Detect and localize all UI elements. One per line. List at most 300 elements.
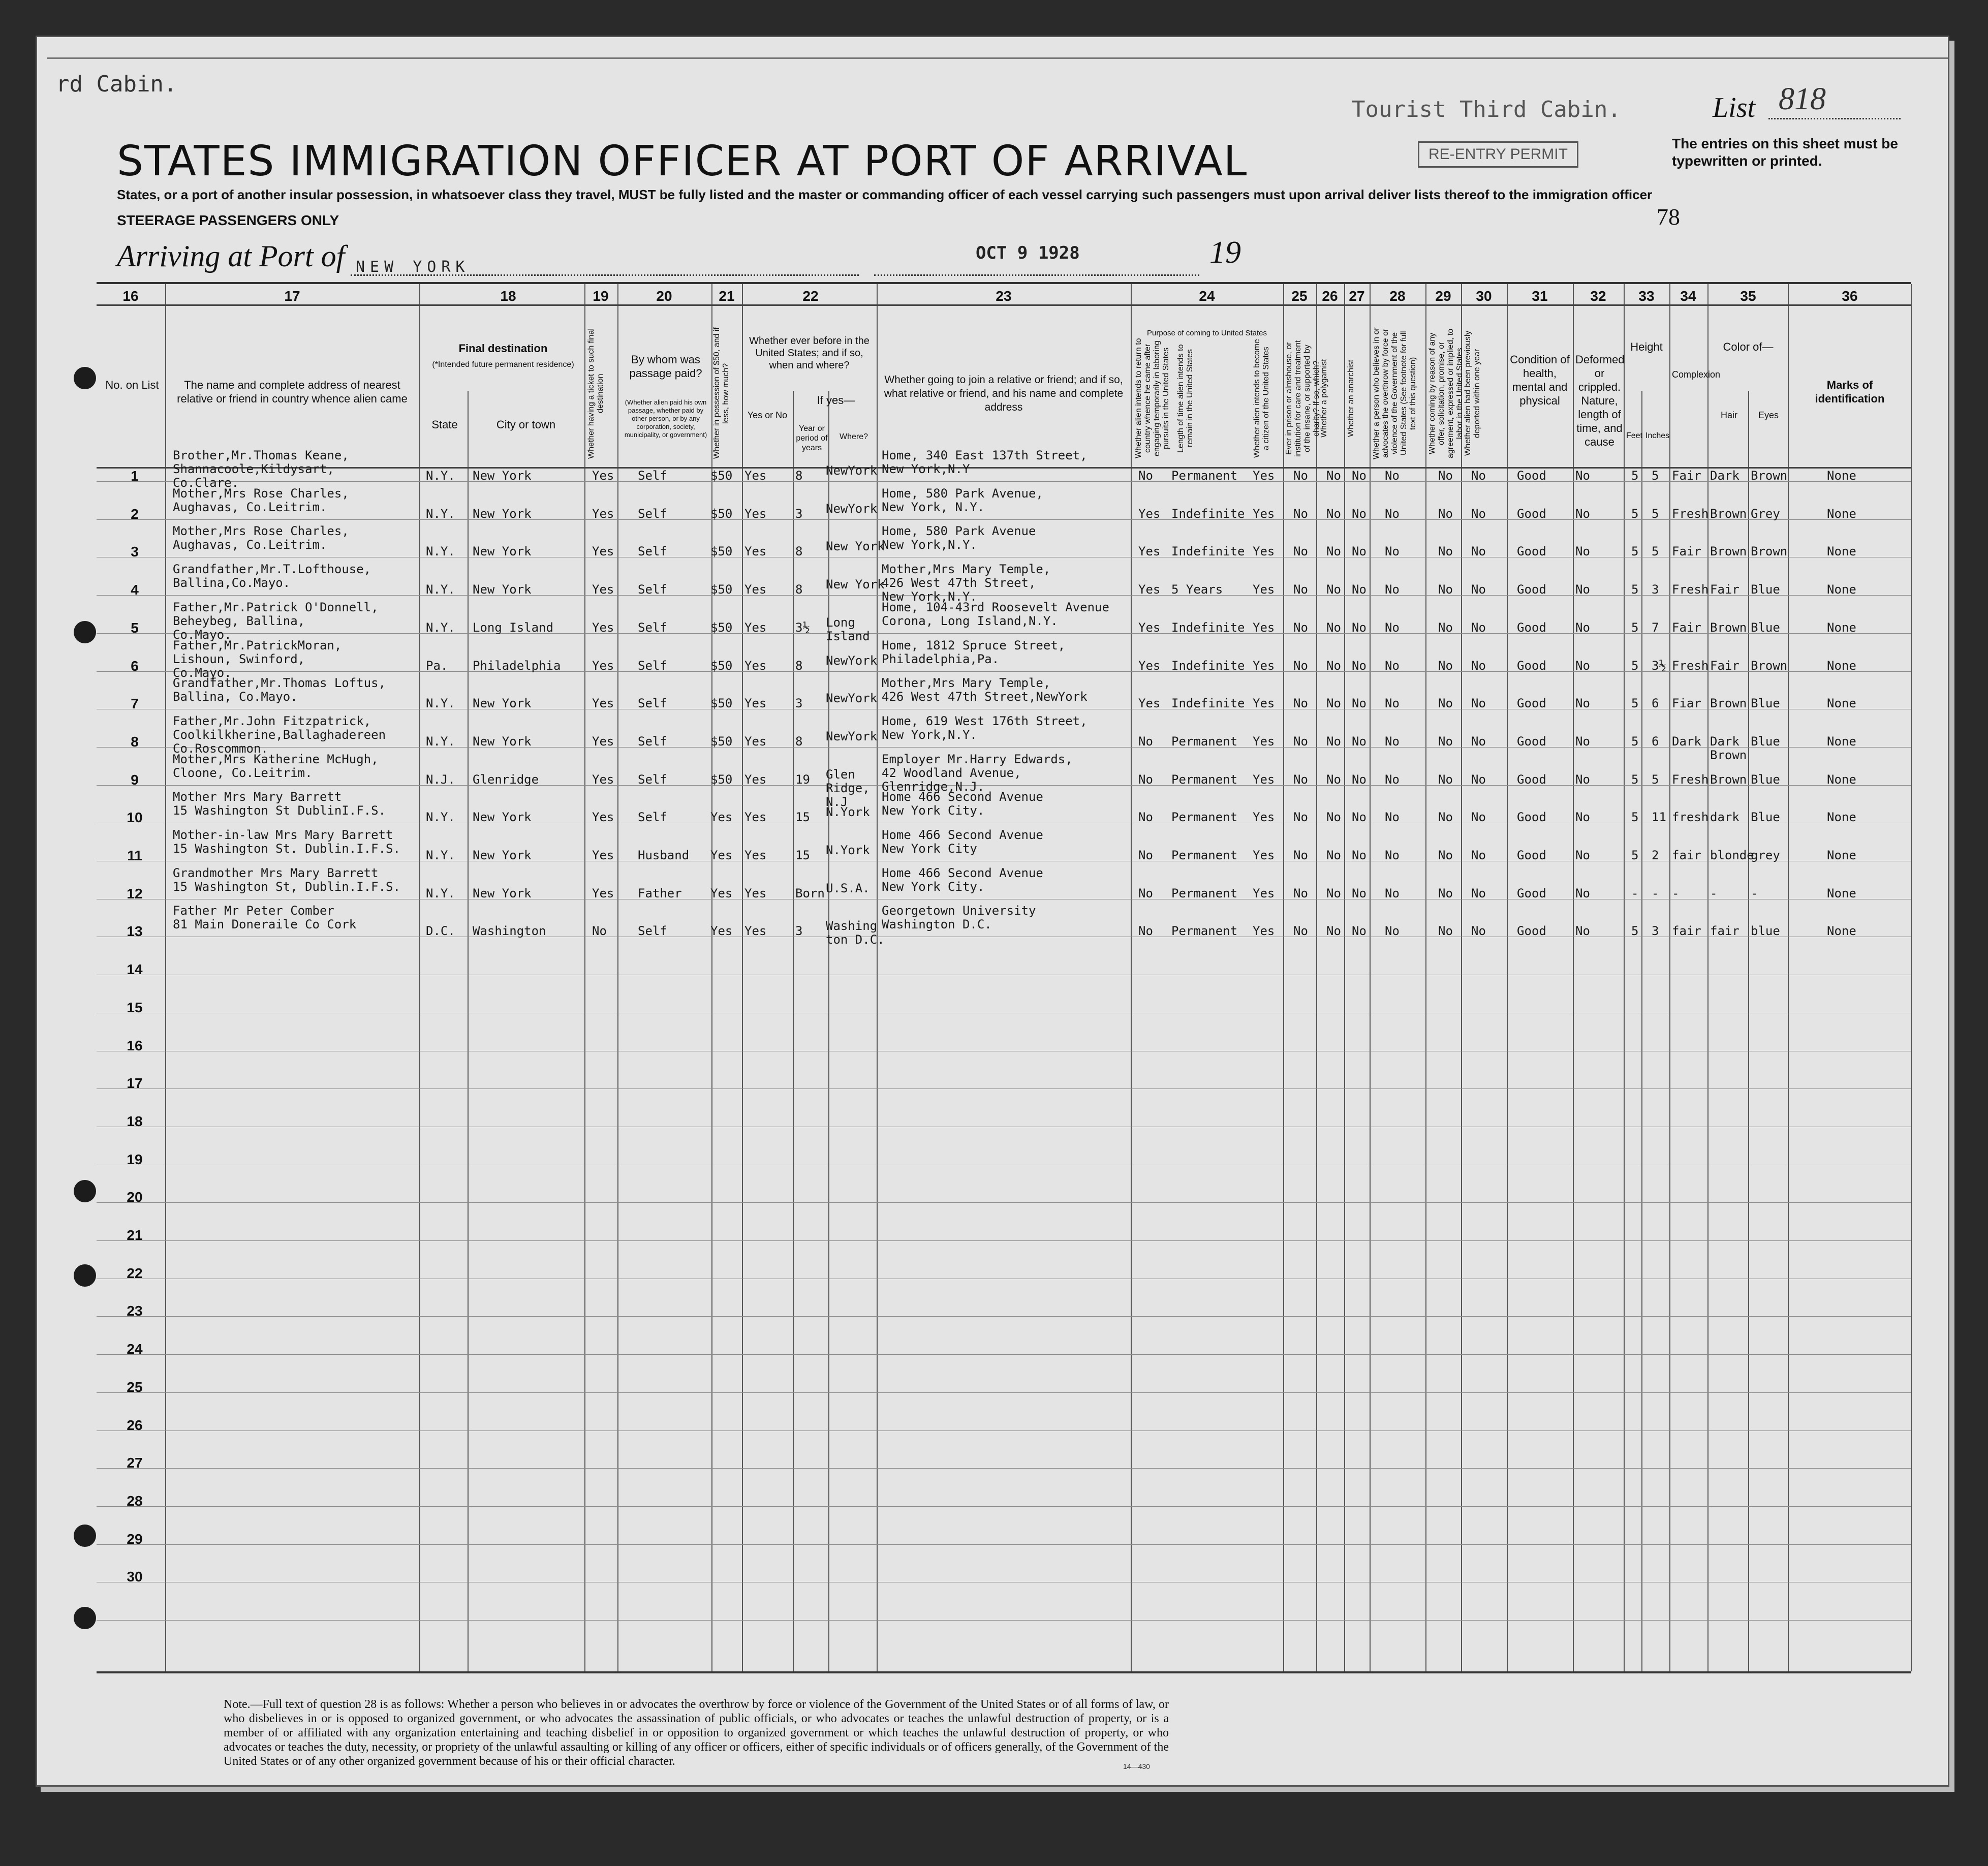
column-rule xyxy=(584,284,585,1671)
cell-feet: 5 xyxy=(1631,469,1639,483)
column-number: 36 xyxy=(1842,288,1858,304)
cell-marks: None xyxy=(1827,734,1856,749)
cell-ticket: Yes xyxy=(592,582,614,597)
cell-poly: No xyxy=(1326,696,1341,711)
column-header-anarchist: Whether an anarchist xyxy=(1347,359,1355,438)
cell-before: Yes xyxy=(744,696,767,711)
cell-deported: No xyxy=(1471,734,1486,749)
column-rule xyxy=(1573,284,1574,1671)
row-number: 28 xyxy=(127,1492,143,1509)
row-rule xyxy=(97,1088,1911,1089)
column-header-final-destination: Final destination xyxy=(458,342,548,355)
cell-returning: No xyxy=(1138,772,1153,787)
cell-paid: Self xyxy=(638,506,667,521)
cell-money: $50 xyxy=(710,658,733,673)
cell-where: New York xyxy=(826,539,885,554)
cell-overthrow: No xyxy=(1385,810,1400,825)
cell-length: Permanent xyxy=(1171,810,1238,825)
column-number: 16 xyxy=(122,288,139,304)
cell-contract: No xyxy=(1438,582,1453,597)
cell-years: 8 xyxy=(795,469,803,483)
cell-overthrow: No xyxy=(1385,772,1400,787)
cell-paid: Self xyxy=(638,810,667,825)
cell-citizen: Yes xyxy=(1253,924,1275,939)
column-header-contract-labor: Whether coming by reason of any offer, solicitation, promise, or agreement, expressed or implied, to labor in the United States xyxy=(1428,328,1464,458)
cell-before: Yes xyxy=(744,848,767,862)
cell-health: Good xyxy=(1517,506,1546,521)
column-header-overthrow: Whether a person who believes in or advocates the overthrow by force or violence of the Government of the United States (See footnote for full text of this question) xyxy=(1372,327,1417,459)
cell-citizen: Yes xyxy=(1253,544,1275,559)
cell-anar: No xyxy=(1352,696,1366,711)
column-header-purpose: Purpose of coming to United States xyxy=(1147,329,1267,337)
column-number: 17 xyxy=(284,288,300,304)
cell-prison: No xyxy=(1293,886,1308,900)
cell-complexion: Fresh xyxy=(1672,582,1709,597)
cell-overthrow: No xyxy=(1385,848,1400,862)
row-number: 29 xyxy=(127,1531,143,1547)
cell-anar: No xyxy=(1352,620,1366,635)
column-header-city: City or town xyxy=(496,418,556,431)
column-header-no-on-list: No. on List xyxy=(105,379,159,391)
cell-deported: No xyxy=(1471,772,1486,787)
cell-contract: No xyxy=(1438,696,1453,711)
cell-poly: No xyxy=(1326,810,1341,825)
cell-health: Good xyxy=(1517,886,1546,900)
cell-deformed: No xyxy=(1575,734,1590,749)
row-number: 15 xyxy=(127,999,143,1015)
column-rule xyxy=(1507,284,1508,1671)
cell-where: Washing ton D.C. xyxy=(826,919,885,947)
cell-prison: No xyxy=(1293,506,1308,521)
cell-complexion: Fair xyxy=(1672,544,1701,559)
cell-joining: Home, 580 Park Avenue New York,N.Y. xyxy=(882,524,1036,552)
column-rule xyxy=(877,284,878,1671)
row-number: 20 xyxy=(127,1189,143,1205)
cell-feet: 5 xyxy=(1631,544,1639,559)
cell-years: 3 xyxy=(795,696,803,711)
cell-state: N.Y. xyxy=(426,696,455,711)
cell-money: Yes xyxy=(710,810,733,825)
subtitle-text: States, or a port of another insular possession, in whatsoever class they travel, MUST be fully listed and the master or commanding officer of each vessel carrying such passengers must upon arrival deliver lists thereof to the immigration officer xyxy=(117,187,1653,202)
column-number: 26 xyxy=(1322,288,1338,304)
cell-anar: No xyxy=(1352,772,1366,787)
row-rule xyxy=(97,481,1911,482)
date-underline xyxy=(874,274,1199,276)
cell-poly: No xyxy=(1326,772,1341,787)
cell-feet: 5 xyxy=(1631,620,1639,635)
column-header-polygamist: Whether a polygamist xyxy=(1320,359,1328,438)
cell-returning: Yes xyxy=(1138,658,1161,673)
cell-inches: 5 xyxy=(1652,772,1659,787)
cell-length: Permanent xyxy=(1171,924,1238,939)
cell-years: Born xyxy=(795,886,825,900)
column-rule xyxy=(419,284,420,1671)
cell-poly: No xyxy=(1326,469,1341,483)
cell-marks: None xyxy=(1827,696,1856,711)
cell-state: N.Y. xyxy=(426,544,455,559)
row-number: 8 xyxy=(131,733,139,750)
cell-health: Good xyxy=(1517,620,1546,635)
column-rule xyxy=(1344,284,1345,1671)
column-header-by-whom-paid: By whom was passage paid? xyxy=(629,353,702,380)
cell-eyes: Blue xyxy=(1751,582,1780,597)
column-number: 23 xyxy=(996,288,1012,304)
cell-length: Permanent xyxy=(1171,848,1238,862)
column-rule xyxy=(1316,284,1317,1671)
cell-health: Good xyxy=(1517,772,1546,787)
port-name: NEW YORK xyxy=(356,258,470,276)
column-number: 21 xyxy=(719,288,735,304)
cell-anar: No xyxy=(1352,582,1366,597)
cell-where: NewYork xyxy=(826,501,878,516)
cell-relative: Mother,Mrs Rose Charles, Aughavas, Co.Leitrim. xyxy=(173,524,349,552)
cell-marks: None xyxy=(1827,469,1856,483)
cell-joining: Home, 580 Park Avenue, New York, N.Y. xyxy=(882,486,1043,514)
cell-citizen: Yes xyxy=(1253,734,1275,749)
cell-complexion: fair xyxy=(1672,924,1701,939)
cell-overthrow: No xyxy=(1385,469,1400,483)
cell-city: New York xyxy=(473,469,532,483)
cell-paid: Self xyxy=(638,469,667,483)
cell-length: Indefinite xyxy=(1171,506,1245,521)
cell-anar: No xyxy=(1352,848,1366,862)
cell-city: Long Island xyxy=(473,620,553,635)
cell-hair: blonde xyxy=(1710,848,1754,862)
row-rule xyxy=(97,1392,1911,1393)
cell-complexion: fair xyxy=(1672,848,1701,862)
cell-deformed: No xyxy=(1575,772,1590,787)
row-number: 22 xyxy=(127,1265,143,1281)
cell-deformed: No xyxy=(1575,620,1590,635)
binder-hole xyxy=(74,367,96,389)
cell-contract: No xyxy=(1438,544,1453,559)
cell-eyes: blue xyxy=(1751,924,1780,939)
cell-poly: No xyxy=(1326,886,1341,900)
cell-citizen: Yes xyxy=(1253,620,1275,635)
cell-inches: - xyxy=(1652,886,1659,900)
cell-overthrow: No xyxy=(1385,620,1400,635)
cell-length: Permanent xyxy=(1171,734,1238,749)
cell-ticket: Yes xyxy=(592,506,614,521)
cell-years: 8 xyxy=(795,658,803,673)
cell-anar: No xyxy=(1352,886,1366,900)
cell-complexion: Fresh xyxy=(1672,506,1709,521)
cell-deformed: No xyxy=(1575,810,1590,825)
row-rule xyxy=(97,1430,1911,1431)
sheet-number: 78 xyxy=(1657,204,1680,230)
column-rule xyxy=(617,284,618,1671)
cell-contract: No xyxy=(1438,620,1453,635)
cell-hair: Brown xyxy=(1710,506,1747,521)
cell-where: NewYork xyxy=(826,729,878,743)
cell-citizen: Yes xyxy=(1253,848,1275,862)
cell-length: Permanent xyxy=(1171,886,1238,900)
cell-state: N.Y. xyxy=(426,886,455,900)
cell-inches: 5 xyxy=(1652,544,1659,559)
cell-feet: 5 xyxy=(1631,772,1639,787)
column-rule xyxy=(742,284,743,1671)
cell-deformed: No xyxy=(1575,886,1590,900)
cell-years: 8 xyxy=(795,734,803,749)
row-number: 17 xyxy=(127,1075,143,1092)
cell-inches: 6 xyxy=(1652,734,1659,749)
cell-where: U.S.A. xyxy=(826,881,870,895)
column-rule xyxy=(1131,284,1132,1671)
cell-health: Good xyxy=(1517,544,1546,559)
cell-before: Yes xyxy=(744,582,767,597)
column-rule xyxy=(1707,284,1709,1671)
row-rule xyxy=(97,1354,1911,1355)
column-rule xyxy=(1283,284,1284,1671)
cell-relative: Mother-in-law Mrs Mary Barrett 15 Washington St. Dublin.I.F.S. xyxy=(173,828,400,856)
cell-inches: 6 xyxy=(1652,696,1659,711)
row-number: 30 xyxy=(127,1569,143,1585)
cell-contract: No xyxy=(1438,469,1453,483)
cell-hair: Brown xyxy=(1710,544,1747,559)
cell-health: Good xyxy=(1517,696,1546,711)
cell-health: Good xyxy=(1517,924,1546,939)
cell-feet: 5 xyxy=(1631,924,1639,939)
cell-before: Yes xyxy=(744,734,767,749)
cell-overthrow: No xyxy=(1385,734,1400,749)
cell-relative: Brother,Mr.Thomas Keane, Shannacoole,Kildysart, Co.Clare. xyxy=(173,448,349,490)
cell-inches: 5 xyxy=(1652,506,1659,521)
cell-where: Glen Ridge, N.J xyxy=(826,767,870,809)
reentry-permit-stamp: RE-ENTRY PERMIT xyxy=(1418,141,1578,168)
cell-prison: No xyxy=(1293,658,1308,673)
cell-state: D.C. xyxy=(426,924,455,939)
cell-city: New York xyxy=(473,734,532,749)
list-underline xyxy=(1768,118,1901,119)
cell-marks: None xyxy=(1827,772,1856,787)
cell-city: New York xyxy=(473,506,532,521)
cell-eyes: Grey xyxy=(1751,506,1780,521)
binder-hole xyxy=(74,621,96,643)
cell-hair: Brown xyxy=(1710,620,1747,635)
cell-hair: - xyxy=(1710,886,1718,900)
cell-joining: Home, 104-43rd Roosevelt Avenue Corona, Long Island,N.Y. xyxy=(882,600,1109,628)
cell-poly: No xyxy=(1326,620,1341,635)
cell-eyes: Blue xyxy=(1751,696,1780,711)
cell-deformed: No xyxy=(1575,582,1590,597)
cell-complexion: Fresh xyxy=(1672,772,1709,787)
cell-contract: No xyxy=(1438,886,1453,900)
cell-relative: Father,Mr.PatrickMoran, Lishoun, Swinford, Co.Mayo. xyxy=(173,638,342,680)
cell-state: Pa. xyxy=(426,658,448,673)
cell-marks: None xyxy=(1827,924,1856,939)
cell-citizen: Yes xyxy=(1253,582,1275,597)
arrival-date: OCT 9 1928 xyxy=(976,243,1080,263)
column-number: 19 xyxy=(593,288,609,304)
cell-hair: Brown xyxy=(1710,696,1747,711)
cell-inches: 11 xyxy=(1652,810,1666,825)
binder-hole xyxy=(74,1525,96,1547)
cell-joining: Home, 340 East 137th Street, New York,N.Y xyxy=(882,448,1088,476)
row-number: 24 xyxy=(127,1341,143,1357)
cell-anar: No xyxy=(1352,544,1366,559)
cell-before: Yes xyxy=(744,924,767,939)
column-header-ticket: Whether having a ticket to such final destination xyxy=(587,328,605,459)
cell-contract: No xyxy=(1438,772,1453,787)
cell-eyes: Brown xyxy=(1751,544,1788,559)
row-rule xyxy=(97,1202,1911,1203)
column-header-hair: Hair xyxy=(1720,410,1737,420)
column-header-where: Where? xyxy=(839,432,868,441)
column-number: 31 xyxy=(1532,288,1548,304)
cell-deformed: No xyxy=(1575,469,1590,483)
column-rule-minor xyxy=(468,391,469,1671)
cell-joining: Employer Mr.Harry Edwards, 42 Woodland Avenue, Glenridge,N.J. xyxy=(882,752,1073,794)
cell-paid: Self xyxy=(638,658,667,673)
cell-relative: Mother,Mrs Katherine McHugh, Cloone, Co.Leitrim. xyxy=(173,752,379,780)
row-rule xyxy=(97,1240,1911,1241)
cell-deformed: No xyxy=(1575,658,1590,673)
cell-citizen: Yes xyxy=(1253,469,1275,483)
cell-years: 3 xyxy=(795,506,803,521)
cell-returning: Yes xyxy=(1138,582,1161,597)
cell-before: Yes xyxy=(744,620,767,635)
cell-ticket: Yes xyxy=(592,544,614,559)
list-number: 818 xyxy=(1779,82,1826,116)
column-header-yes-or-no: Yes or No xyxy=(747,410,788,420)
cell-citizen: Yes xyxy=(1253,810,1275,825)
column-number: 27 xyxy=(1349,288,1365,304)
cell-money: $50 xyxy=(710,582,733,597)
cell-ticket: Yes xyxy=(592,620,614,635)
column-rule xyxy=(1911,284,1912,1671)
cell-contract: No xyxy=(1438,810,1453,825)
cell-feet: 5 xyxy=(1631,506,1639,521)
cell-eyes: Blue xyxy=(1751,810,1780,825)
cell-hair: Fair xyxy=(1710,658,1740,673)
cell-ticket: Yes xyxy=(592,696,614,711)
cell-paid: Self xyxy=(638,582,667,597)
cell-contract: No xyxy=(1438,658,1453,673)
cell-where: Long Island xyxy=(826,615,870,643)
row-number: 13 xyxy=(127,923,143,940)
cell-years: 8 xyxy=(795,544,803,559)
column-number: 28 xyxy=(1389,288,1406,304)
cabin-class-left: rd Cabin. xyxy=(56,71,177,97)
cell-inches: 3½ xyxy=(1652,658,1666,673)
cell-eyes: Brown xyxy=(1751,658,1788,673)
column-header-possession-50: Whether in possession of $50, and if less, how much? xyxy=(712,327,730,459)
cell-deported: No xyxy=(1471,924,1486,939)
row-number: 18 xyxy=(127,1113,143,1129)
cell-prison: No xyxy=(1293,810,1308,825)
cell-poly: No xyxy=(1326,544,1341,559)
cell-years: 15 xyxy=(795,848,810,862)
column-rule xyxy=(1425,284,1426,1671)
cell-length: 5 Years xyxy=(1171,582,1223,597)
cell-anar: No xyxy=(1352,469,1366,483)
column-number: 34 xyxy=(1680,288,1696,304)
column-number: 32 xyxy=(1590,288,1606,304)
cell-prison: No xyxy=(1293,848,1308,862)
row-rule xyxy=(97,519,1911,520)
row-rule xyxy=(97,1316,1911,1317)
column-number: 24 xyxy=(1199,288,1215,304)
column-number: 33 xyxy=(1638,288,1655,304)
column-header-year-period: Year or period of years xyxy=(796,424,828,452)
column-rule xyxy=(1370,284,1371,1671)
column-rule xyxy=(1669,284,1670,1671)
cell-complexion: Fresh xyxy=(1672,658,1709,673)
cell-inches: 5 xyxy=(1652,469,1659,483)
cell-prison: No xyxy=(1293,582,1308,597)
cell-years: 8 xyxy=(795,582,803,597)
cell-hair: dark xyxy=(1710,810,1740,825)
cell-health: Good xyxy=(1517,582,1546,597)
cell-feet: 5 xyxy=(1631,848,1639,862)
cell-money: $50 xyxy=(710,772,733,787)
cell-years: 3½ xyxy=(795,620,810,635)
cell-joining: Home 466 Second Avenue New York City xyxy=(882,828,1043,856)
cell-where: N.York xyxy=(826,805,870,820)
cell-city: New York xyxy=(473,544,532,559)
cell-complexion: fresh xyxy=(1672,810,1709,825)
cell-marks: None xyxy=(1827,658,1856,673)
cell-prison: No xyxy=(1293,734,1308,749)
binder-hole xyxy=(74,1607,96,1629)
cell-relative: Father,Mr.Patrick O'Donnell, Beheybeg, Ballina, Co.Mayo. xyxy=(173,600,379,642)
cell-city: New York xyxy=(473,810,532,825)
cell-deported: No xyxy=(1471,848,1486,862)
row-number: 27 xyxy=(127,1455,143,1471)
column-rule xyxy=(1624,284,1625,1671)
cell-ticket: Yes xyxy=(592,469,614,483)
column-header-eyes: Eyes xyxy=(1758,410,1779,420)
cell-feet: - xyxy=(1631,886,1639,900)
cell-years: 15 xyxy=(795,810,810,825)
cell-returning: No xyxy=(1138,810,1153,825)
cell-returning: No xyxy=(1138,734,1153,749)
arriving-label: Arriving at Port of xyxy=(117,239,345,273)
cell-citizen: Yes xyxy=(1253,886,1275,900)
cell-hair: Dark Brown xyxy=(1710,734,1747,762)
cell-health: Good xyxy=(1517,810,1546,825)
form-number: 14—430 xyxy=(1123,1762,1150,1770)
cell-returning: Yes xyxy=(1138,544,1161,559)
column-header-joining-relative: Whether going to join a relative or friend; and if so, what relative or friend, and his name and complete address xyxy=(884,374,1124,413)
row-number: 4 xyxy=(131,582,139,598)
cell-feet: 5 xyxy=(1631,582,1639,597)
cell-ticket: Yes xyxy=(592,886,614,900)
cell-deported: No xyxy=(1471,696,1486,711)
cell-state: N.Y. xyxy=(426,582,455,597)
cell-citizen: Yes xyxy=(1253,772,1275,787)
cell-relative: Grandmother Mrs Mary Barrett 15 Washington St, Dublin.I.F.S. xyxy=(173,865,400,894)
top-border xyxy=(47,37,1948,59)
typewritten-instructions: The entries on this sheet must be typewritten or printed. xyxy=(1672,136,1898,169)
cell-paid: Self xyxy=(638,772,667,787)
list-label: List xyxy=(1713,92,1756,123)
footnote: Note.—Full text of question 28 is as follows: Whether a person who believes in or advocates the overthrow by force or violence of the Government of the United States or of all forms of law, or who disbelieves in or is opposed to organized government, or who advocates the assassination of public officials, or who advocates or teaches the unlawful destruction of property, or is a member of or affiliated with any organization entertaining and teaching disbelief in or opposition to organized government or which teaches the unlawful destruction of property, or who advocates or teaches the duty, necessity, or propriety of the unlawful assaulting or killing of any officer or officers, either of specific individuals or of officers generally, of the Government of the United States or of any other organized government because of his or their official character. xyxy=(224,1698,1169,1768)
column-header-deported: Whether alien had been previously deported within one year xyxy=(1464,330,1481,456)
cell-relative: Father,Mr.John Fitzpatrick, Coolkilkherine,Ballaghadereen Co.Roscommon. xyxy=(173,713,386,756)
cell-citizen: Yes xyxy=(1253,506,1275,521)
steerage-label: STEERAGE PASSENGERS ONLY xyxy=(117,212,339,228)
cell-anar: No xyxy=(1352,810,1366,825)
cell-before: Yes xyxy=(744,886,767,900)
cell-anar: No xyxy=(1352,734,1366,749)
column-header-prison: Ever in prison or almshouse, or institution for care and treatment of the insane, or supported by charity? If so, which? xyxy=(1285,340,1321,457)
cell-ticket: Yes xyxy=(592,810,614,825)
cell-city: New York xyxy=(473,886,532,900)
column-number: 20 xyxy=(656,288,672,304)
cell-overthrow: No xyxy=(1385,924,1400,939)
cell-hair: Dark xyxy=(1710,469,1740,483)
